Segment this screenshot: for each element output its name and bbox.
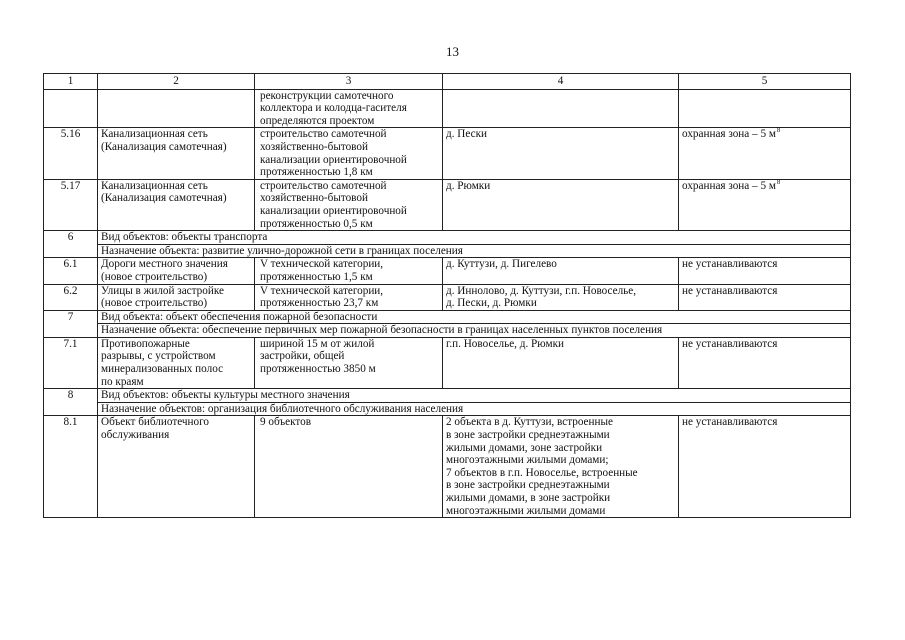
object-location: д. Рюмки	[443, 179, 679, 230]
section-purpose-row	[44, 244, 851, 258]
table-row	[44, 179, 851, 230]
section-title: Вид объекта: объект обеспечения пожарной безопасности	[98, 310, 851, 324]
section-title: Вид объектов: объекты культуры местного значения	[98, 389, 851, 403]
section-number: 7	[44, 310, 98, 337]
table-row	[44, 128, 851, 179]
section-number: 6	[44, 231, 98, 258]
object-description: 9 объектов	[255, 416, 443, 518]
page-number: 13	[446, 44, 459, 59]
section-row	[44, 389, 851, 403]
protection-zone: охранная зона – 5 $м^8$	[679, 128, 851, 179]
row-number: 6.1	[44, 258, 98, 284]
object-description: V технической категории, протяженностью 23,7 км	[255, 284, 443, 310]
section-purpose-row	[44, 402, 851, 416]
table-row	[44, 337, 851, 388]
object-location: д. Иннолово, д. Куттузи, г.п. Новоселье, д. Пески, д. Рюмки	[443, 284, 679, 310]
section-row	[44, 310, 851, 324]
row-number: 6.2	[44, 284, 98, 310]
protection-zone: охранная зона – 5 $м^8$	[679, 179, 851, 230]
header-cell: 1	[44, 74, 98, 90]
object-location: д. Куттузи, д. Пигелево	[443, 258, 679, 284]
protection-zone: не устанавливаются	[679, 337, 851, 388]
section-number: 8	[44, 389, 98, 416]
section-purpose: Назначение объекта: обеспечение первичных мер пожарной безопасности в границах населенных пунктов поселения	[98, 324, 851, 338]
table-row	[44, 284, 851, 310]
section-purpose-row	[44, 324, 851, 338]
object-description: реконструкции самотечного коллектора и колодца-гасителя определяются проектом	[255, 89, 443, 128]
object-location: 2 объекта в д. Куттузи, встроенные в зоне застройки среднеэтажными жилыми домами, зоне застройки многоэтажными жилыми домами; 7 объектов в г.п. Новоселье, встроенные в зоне застройки среднеэтажными жилыми домами, в зоне застройки многоэтажными жилыми домами	[443, 416, 679, 518]
object-name: Улицы в жилой застройке (новое строительство)	[98, 284, 255, 310]
section-row	[44, 231, 851, 245]
object-location: г.п. Новоселье, д. Рюмки	[443, 337, 679, 388]
footnote-mark: 8	[776, 177, 781, 186]
protection-zone: не устанавливаются	[679, 284, 851, 310]
protection-zone: не устанавливаются	[679, 416, 851, 518]
object-name: Противопожарные разрывы, с устройством минерализованных полос по краям	[98, 337, 255, 388]
protection-zone: не устанавливаются	[679, 258, 851, 284]
object-description: шириной 15 м от жилой застройки, общей протяженностью 3850 м	[255, 337, 443, 388]
table-row	[44, 258, 851, 284]
object-description: строительство самотечной хозяйственно-бытовой канализации ориентировочной протяженностью 1,8 км	[255, 128, 443, 179]
object-description: V технической категории, протяженностью 1,5 км	[255, 258, 443, 284]
planning-table	[43, 73, 851, 518]
header-cell: 2	[98, 74, 255, 90]
table-row	[44, 416, 851, 518]
header-cell: 4	[443, 74, 679, 90]
object-name: Канализационная сеть (Канализация самотечная)	[98, 128, 255, 179]
section-purpose: Назначение объекта: развитие улично-дорожной сети в границах поселения	[98, 244, 851, 258]
row-number: 7.1	[44, 337, 98, 388]
table-header-row	[44, 74, 851, 90]
object-description: строительство самотечной хозяйственно-бытовой канализации ориентировочной протяженностью 0,5 км	[255, 179, 443, 230]
object-name: Канализационная сеть (Канализация самотечная)	[98, 179, 255, 230]
header-cell: 5	[679, 74, 851, 90]
section-purpose: Назначение объектов: организация библиотечного обслуживания населения	[98, 402, 851, 416]
footnote-mark: 8	[776, 126, 781, 135]
row-number: 5.17	[44, 179, 98, 230]
row-number: 5.16	[44, 128, 98, 179]
table-row	[44, 89, 851, 128]
object-location: д. Пески	[443, 128, 679, 179]
section-title: Вид объектов: объекты транспорта	[98, 231, 851, 245]
row-number: 8.1	[44, 416, 98, 518]
object-name: Объект библиотечного обслуживания	[98, 416, 255, 518]
object-name: Дороги местного значения (новое строительство)	[98, 258, 255, 284]
header-cell: 3	[255, 74, 443, 90]
